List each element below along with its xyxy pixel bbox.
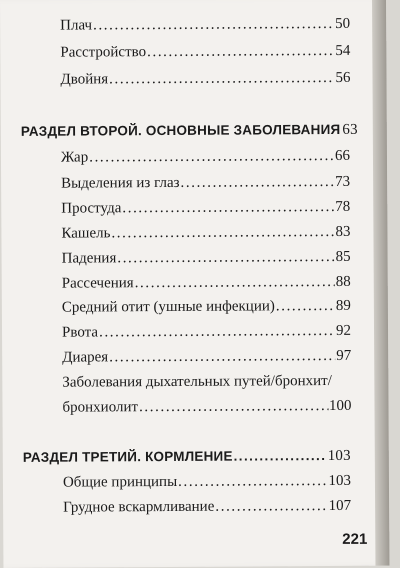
leader-dots [99, 323, 335, 341]
leader-dots [109, 348, 335, 366]
toc-entry-title: Простуда [61, 200, 122, 217]
toc-entry-title: Жар [60, 149, 89, 166]
toc-entry-page: 78 [335, 198, 351, 215]
toc-entry [60, 70, 350, 89]
toc-entry-page: 97 [336, 347, 352, 364]
toc-entry-page: 66 [334, 147, 351, 164]
toc-entry-page: 88 [335, 273, 351, 290]
leader-dots [215, 498, 327, 516]
toc-entry-title: Расстройство [60, 44, 147, 61]
toc-entry-page: 83 [335, 223, 351, 240]
toc-entry [62, 274, 351, 293]
section-page: 103 [327, 447, 351, 465]
toc-entry-title: Общие принципы [62, 473, 178, 491]
leader-dots [89, 148, 334, 166]
toc-entry-title: Рассечения [61, 275, 134, 292]
toc-entry-title: Средний отит (ушные инфекции) [61, 298, 275, 316]
section-title: РАЗДЕЛ ТРЕТИЙ. КОРМЛЕНИЕ [22, 448, 233, 465]
toc-entry-page: 54 [335, 42, 351, 59]
toc-entry [62, 249, 351, 268]
toc-entry-page: 85 [335, 248, 351, 265]
toc-entry [61, 148, 350, 167]
toc-entry-title: Выделения из глаз [61, 174, 180, 192]
toc-entry-title: Двойня [60, 71, 109, 88]
leader-dots [180, 174, 334, 192]
page-number: 221 [342, 530, 368, 548]
leader-dots [147, 43, 334, 61]
leader-dots [111, 224, 334, 242]
toc-entry-page: 56 [335, 69, 351, 86]
toc-entry [61, 174, 350, 193]
toc-entry-title-line1: Заболевания дыхательных путей/бронхит/ [62, 372, 332, 391]
section-title: РАЗДЕЛ ВТОРОЙ. ОСНОВНЫЕ ЗАБОЛЕВАНИЯ [20, 121, 341, 139]
leader-dots [135, 274, 335, 292]
toc-entry [62, 398, 351, 417]
toc-entry [60, 16, 350, 35]
toc-entry-title-line2: бронхиолит [62, 399, 139, 416]
toc-entry [62, 323, 351, 342]
toc-entry-page: 103 [328, 472, 351, 490]
leader-dots [122, 199, 334, 217]
toc-entry-title: Падения [61, 250, 117, 267]
toc-entry-page: 100 [328, 397, 352, 414]
leader-dots [234, 448, 327, 464]
toc-entry [61, 199, 350, 218]
section-page: 63 [342, 121, 358, 138]
toc-entry-title: Диарея [62, 349, 109, 366]
toc-entry [63, 498, 351, 517]
leader-dots [93, 16, 334, 34]
toc-entry [61, 224, 350, 243]
section-heading [23, 448, 351, 467]
toc-entry-page: 50 [335, 15, 351, 32]
toc-entry-title: Грудное вскармливание [63, 498, 215, 516]
section-heading [20, 121, 358, 141]
leader-dots [178, 473, 327, 491]
toc-entry [62, 298, 351, 317]
toc-entry-page: 73 [335, 173, 351, 190]
toc-entry-page: 89 [335, 297, 351, 314]
toc-entry [62, 348, 351, 367]
toc-entry [63, 473, 351, 492]
toc-entry-page: 107 [328, 497, 352, 515]
toc-entry-page: 92 [335, 322, 352, 339]
leader-dots [109, 70, 334, 88]
toc-entry-title: Плач [60, 17, 93, 34]
leader-dots [117, 249, 334, 267]
leader-dots [139, 398, 328, 416]
leader-dots [276, 298, 335, 315]
toc-entry-title: Рвота [61, 324, 99, 341]
toc-entry [60, 43, 350, 62]
toc-entry-title: Кашель [61, 225, 111, 242]
